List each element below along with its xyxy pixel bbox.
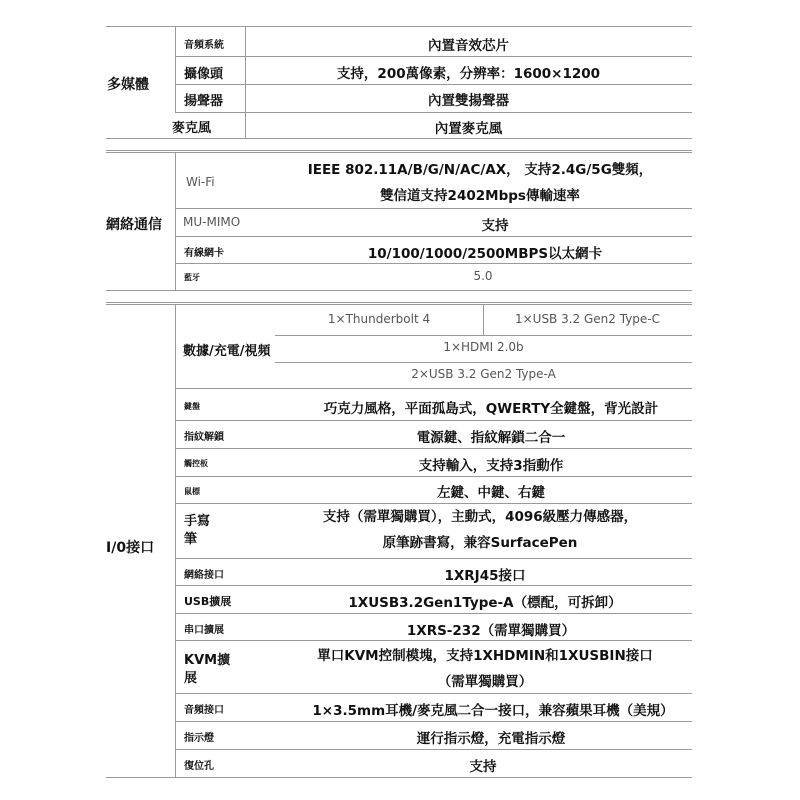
row-divider [175, 448, 692, 449]
spec-value: 1XRS-232（需單獨購買） [406, 623, 576, 639]
row-divider [175, 585, 692, 586]
row-divider [175, 263, 692, 264]
section-top-border [106, 302, 692, 305]
divider [175, 26, 176, 112]
spec-value: 左鍵、中鍵、右鍵 [437, 485, 545, 501]
spec-label [184, 652, 230, 688]
spec-value: 支持 [481, 218, 509, 234]
spec-label: 鼠標 [184, 487, 200, 496]
spec-value: 支持 [469, 759, 497, 775]
spec-value-line: 單口KVM控制模塊，支持1XHDMIN和1XUSBIN接口 [317, 648, 653, 664]
spec-label: 復位孔 [184, 761, 214, 772]
spec-value [245, 157, 715, 209]
spec-label [184, 513, 210, 549]
spec-value: 內置音效芯片 [428, 38, 509, 54]
spec-value-line: IEEE 802.11A/B/G/N/AC/AX， 支持2.4G/5G雙頻， [307, 162, 653, 178]
spec-value: 支持，200萬像素，分辨率：1600×1200 [336, 66, 601, 82]
spec-label-line: 手寫 [184, 514, 211, 529]
spec-label: MU-MIMO [183, 215, 241, 229]
row-divider [175, 749, 692, 750]
spec-label: 攝像頭 [184, 67, 224, 82]
section-top-border [106, 150, 692, 153]
row-divider [175, 236, 692, 237]
spec-value: 1XRJ45接口 [444, 568, 526, 584]
spec-value [245, 643, 725, 695]
section-title-multimedia: 多媒體 [107, 77, 149, 93]
spec-value: 電源鍵、指紋解鎖二合一 [416, 430, 566, 446]
row-divider [175, 112, 692, 113]
row-divider [275, 335, 692, 336]
spec-value-line: （需單獨購買） [437, 674, 533, 690]
spec-value [245, 504, 715, 556]
row-divider [175, 84, 692, 85]
spec-value: 內置雙揚聲器 [428, 93, 509, 109]
section-title-network: 網絡通信 [106, 217, 162, 233]
spec-label-line: 展 [184, 671, 198, 686]
section-title-io: I/0接口 [106, 540, 155, 556]
spec-label: 音頻系統 [184, 40, 224, 51]
spec-label: 揚聲器 [184, 94, 224, 109]
spec-value: 1×HDMI 2.0b [443, 340, 524, 354]
row-divider [175, 613, 692, 614]
spec-value: 內置麥克風 [434, 121, 503, 137]
spec-value: 1×Thunderbolt 4 [327, 312, 431, 326]
row-divider [175, 388, 692, 389]
divider [175, 305, 176, 777]
row-divider [175, 558, 692, 559]
spec-value-line: 原筆跡書寫，兼容SurfacePen [382, 535, 578, 551]
spec-label: 藍牙 [184, 273, 200, 282]
spec-label: USB擴展 [184, 595, 232, 608]
spec-value: 1×USB 3.2 Gen2 Type-C [514, 312, 661, 326]
spec-label: 指示燈 [184, 733, 214, 744]
row-divider [175, 420, 692, 421]
spec-value: 10/100/1000/2500MBPS以太網卡 [367, 246, 603, 262]
row-divider [175, 56, 692, 57]
row-divider [175, 476, 692, 477]
row-divider [175, 640, 692, 641]
spec-label-line: KVM擴 [184, 653, 231, 668]
spec-label: 音頻接口 [184, 705, 224, 716]
spec-label: 麥克風 [172, 121, 212, 136]
spec-value: 2×USB 3.2 Gen2 Type-A [411, 367, 556, 381]
spec-value-line: 雙信道支持2402Mbps傳輸速率 [380, 188, 580, 204]
spec-label: 網絡接口 [184, 570, 224, 581]
row-divider [175, 721, 692, 722]
divider [175, 153, 176, 290]
spec-label: Wi-Fi [186, 175, 215, 189]
spec-label: 有線網卡 [184, 248, 224, 259]
spec-value: 1×3.5mm耳機/麥克風二合一接口，兼容蘋果耳機（美規） [312, 703, 674, 719]
row-divider [106, 138, 692, 139]
spec-value: 運行指示燈，充電指示燈 [416, 731, 566, 747]
spec-value: 巧克力風格，平面孤島式，QWERTY全鍵盤，背光設計 [323, 401, 659, 417]
row-divider [106, 777, 692, 778]
row-divider [106, 290, 692, 291]
spec-label: 串口擴展 [184, 625, 224, 636]
spec-value: 支持輸入，支持3指動作 [418, 458, 564, 474]
spec-label: 指紋解鎖 [184, 432, 224, 443]
spec-value: 1XUSB3.2Gen1Type-A（標配，可拆卸） [348, 595, 622, 611]
section-top-border [106, 26, 692, 27]
spec-label-line: 筆 [184, 532, 198, 547]
spec-label: 鍵盤 [184, 402, 200, 411]
spec-value-line: 支持（需單獨購買），主動式，4096級壓力傳感器， [322, 509, 638, 525]
spec-label: 數據/充電/視頻 [183, 344, 271, 359]
spec-value: 5.0 [473, 269, 493, 283]
spec-label: 觸控板 [184, 459, 208, 468]
row-divider [275, 362, 692, 363]
